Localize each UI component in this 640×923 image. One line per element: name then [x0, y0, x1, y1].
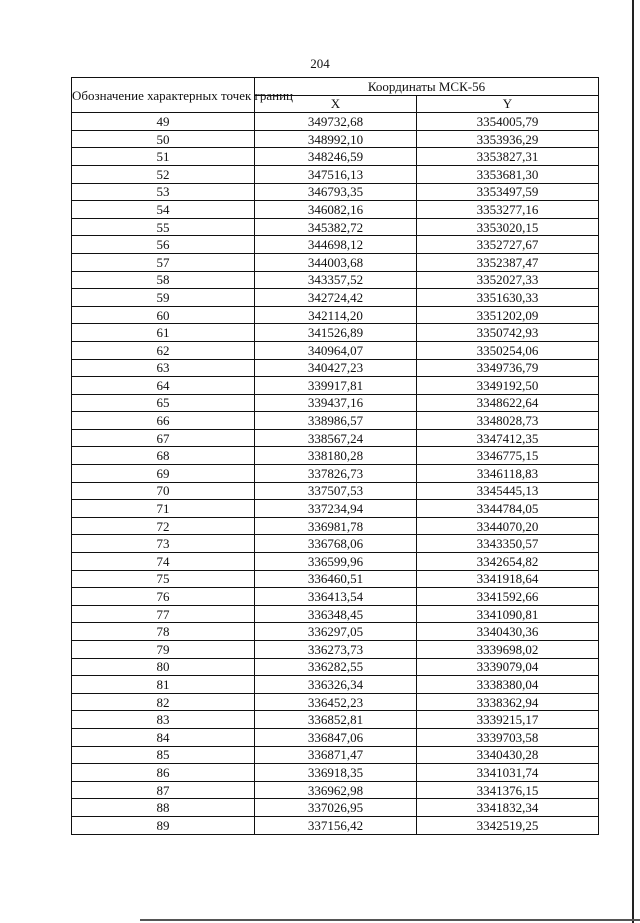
table-row	[72, 588, 599, 606]
cell-y: 3353681,30	[417, 165, 599, 183]
cell-y: 3341918,64	[417, 570, 599, 588]
table-row	[72, 799, 599, 817]
table-row	[72, 746, 599, 764]
cell-point: 53	[72, 183, 255, 201]
cell-point: 79	[72, 641, 255, 659]
cell-point: 58	[72, 271, 255, 289]
page-edge-line	[632, 0, 634, 923]
cell-point: 52	[72, 165, 255, 183]
cell-y: 3351630,33	[417, 289, 599, 307]
cell-y: 3348028,73	[417, 412, 599, 430]
cell-y: 3344070,20	[417, 517, 599, 535]
table-body	[72, 113, 599, 834]
table-row	[72, 465, 599, 483]
cell-x: 336852,81	[255, 711, 417, 729]
boundary-coordinates-table	[71, 77, 599, 835]
cell-x: 336847,06	[255, 728, 417, 746]
cell-y: 3350742,93	[417, 324, 599, 342]
page-number: 204	[310, 56, 330, 71]
table-row	[72, 711, 599, 729]
cell-x: 336452,23	[255, 693, 417, 711]
cell-y: 3340430,28	[417, 746, 599, 764]
cell-point: 67	[72, 429, 255, 447]
cell-point: 72	[72, 517, 255, 535]
cell-x: 340964,07	[255, 341, 417, 359]
table-row	[72, 271, 599, 289]
cell-x: 336918,35	[255, 764, 417, 782]
table-row	[72, 693, 599, 711]
cell-y: 3354005,79	[417, 113, 599, 131]
cell-x: 346082,16	[255, 201, 417, 219]
cell-x: 336599,96	[255, 553, 417, 571]
cell-point: 83	[72, 711, 255, 729]
page-bottom-line	[140, 919, 640, 921]
cell-y: 3345445,13	[417, 482, 599, 500]
cell-x: 348992,10	[255, 130, 417, 148]
table-row	[72, 623, 599, 641]
cell-point: 71	[72, 500, 255, 518]
cell-x: 338986,57	[255, 412, 417, 430]
table-row	[72, 148, 599, 166]
table-row	[72, 553, 599, 571]
table-row	[72, 816, 599, 834]
cell-point: 54	[72, 201, 255, 219]
table-row	[72, 447, 599, 465]
cell-point: 85	[72, 746, 255, 764]
cell-point: 55	[72, 218, 255, 236]
table-row	[72, 570, 599, 588]
cell-y: 3352387,47	[417, 253, 599, 271]
table-row	[72, 781, 599, 799]
cell-y: 3352027,33	[417, 271, 599, 289]
cell-x: 346793,35	[255, 183, 417, 201]
cell-y: 3348622,64	[417, 394, 599, 412]
table-row	[72, 341, 599, 359]
cell-point: 63	[72, 359, 255, 377]
cell-x: 336962,98	[255, 781, 417, 799]
cell-x: 338567,24	[255, 429, 417, 447]
cell-x: 337826,73	[255, 465, 417, 483]
column-header-y: Y	[417, 95, 599, 113]
cell-y: 3351202,09	[417, 306, 599, 324]
cell-x: 336273,73	[255, 641, 417, 659]
cell-y: 3339703,58	[417, 728, 599, 746]
cell-y: 3339215,17	[417, 711, 599, 729]
cell-y: 3346118,83	[417, 465, 599, 483]
column-header-point: Обозначение характерных точек границ	[72, 78, 255, 113]
table-row	[72, 429, 599, 447]
table-row	[72, 764, 599, 782]
table-row	[72, 130, 599, 148]
table-row	[72, 641, 599, 659]
cell-y: 3342519,25	[417, 816, 599, 834]
cell-point: 51	[72, 148, 255, 166]
cell-y: 3339698,02	[417, 641, 599, 659]
cell-y: 3353497,59	[417, 183, 599, 201]
table-row	[72, 605, 599, 623]
table-row	[72, 324, 599, 342]
cell-point: 59	[72, 289, 255, 307]
cell-x: 345382,72	[255, 218, 417, 236]
cell-y: 3349736,79	[417, 359, 599, 377]
cell-y: 3341031,74	[417, 764, 599, 782]
cell-y: 3347412,35	[417, 429, 599, 447]
cell-x: 348246,59	[255, 148, 417, 166]
table-row	[72, 113, 599, 131]
cell-y: 3349192,50	[417, 377, 599, 395]
cell-y: 3338380,04	[417, 676, 599, 694]
cell-y: 3341376,15	[417, 781, 599, 799]
cell-point: 88	[72, 799, 255, 817]
table-row	[72, 676, 599, 694]
cell-x: 349732,68	[255, 113, 417, 131]
cell-y: 3343350,57	[417, 535, 599, 553]
cell-point: 50	[72, 130, 255, 148]
cell-point: 70	[72, 482, 255, 500]
table-row	[72, 394, 599, 412]
cell-y: 3341592,66	[417, 588, 599, 606]
cell-point: 78	[72, 623, 255, 641]
cell-point: 62	[72, 341, 255, 359]
cell-x: 336871,47	[255, 746, 417, 764]
cell-y: 3353936,29	[417, 130, 599, 148]
cell-y: 3353827,31	[417, 148, 599, 166]
cell-point: 57	[72, 253, 255, 271]
cell-point: 64	[72, 377, 255, 395]
cell-y: 3350254,06	[417, 341, 599, 359]
cell-point: 61	[72, 324, 255, 342]
cell-x: 337507,53	[255, 482, 417, 500]
cell-point: 69	[72, 465, 255, 483]
table-row	[72, 183, 599, 201]
cell-point: 65	[72, 394, 255, 412]
cell-point: 73	[72, 535, 255, 553]
cell-point: 66	[72, 412, 255, 430]
cell-point: 81	[72, 676, 255, 694]
table-row	[72, 412, 599, 430]
cell-point: 49	[72, 113, 255, 131]
cell-y: 3344784,05	[417, 500, 599, 518]
cell-point: 82	[72, 693, 255, 711]
column-header-coordinates: Координаты МСК-56	[255, 78, 599, 96]
cell-y: 3342654,82	[417, 553, 599, 571]
cell-y: 3352727,67	[417, 236, 599, 254]
cell-y: 3341090,81	[417, 605, 599, 623]
table-row	[72, 218, 599, 236]
cell-x: 336460,51	[255, 570, 417, 588]
table-row	[72, 289, 599, 307]
cell-x: 344003,68	[255, 253, 417, 271]
table-row	[72, 728, 599, 746]
cell-x: 336413,54	[255, 588, 417, 606]
cell-y: 3339079,04	[417, 658, 599, 676]
cell-x: 336297,05	[255, 623, 417, 641]
cell-point: 60	[72, 306, 255, 324]
cell-point: 77	[72, 605, 255, 623]
table-row	[72, 253, 599, 271]
cell-x: 343357,52	[255, 271, 417, 289]
table-row	[72, 165, 599, 183]
table-row	[72, 236, 599, 254]
table-row	[72, 658, 599, 676]
table-row	[72, 482, 599, 500]
cell-x: 336348,45	[255, 605, 417, 623]
cell-x: 337026,95	[255, 799, 417, 817]
table-row	[72, 201, 599, 219]
cell-point: 75	[72, 570, 255, 588]
cell-x: 336768,06	[255, 535, 417, 553]
cell-x: 336282,55	[255, 658, 417, 676]
cell-point: 89	[72, 816, 255, 834]
cell-x: 347516,13	[255, 165, 417, 183]
cell-x: 339917,81	[255, 377, 417, 395]
cell-x: 340427,23	[255, 359, 417, 377]
cell-point: 87	[72, 781, 255, 799]
table-row	[72, 500, 599, 518]
cell-x: 336326,34	[255, 676, 417, 694]
cell-x: 339437,16	[255, 394, 417, 412]
cell-x: 342724,42	[255, 289, 417, 307]
table-row	[72, 517, 599, 535]
cell-point: 68	[72, 447, 255, 465]
cell-point: 76	[72, 588, 255, 606]
column-header-x: X	[255, 95, 417, 113]
table-row	[72, 306, 599, 324]
cell-y: 3340430,36	[417, 623, 599, 641]
cell-x: 342114,20	[255, 306, 417, 324]
cell-x: 337156,42	[255, 816, 417, 834]
cell-x: 336981,78	[255, 517, 417, 535]
cell-x: 338180,28	[255, 447, 417, 465]
cell-y: 3346775,15	[417, 447, 599, 465]
cell-point: 56	[72, 236, 255, 254]
cell-y: 3341832,34	[417, 799, 599, 817]
table-row	[72, 377, 599, 395]
table-header-row	[72, 78, 599, 96]
table-row	[72, 535, 599, 553]
cell-point: 84	[72, 728, 255, 746]
cell-y: 3353020,15	[417, 218, 599, 236]
cell-y: 3353277,16	[417, 201, 599, 219]
table-row	[72, 359, 599, 377]
cell-point: 86	[72, 764, 255, 782]
cell-point: 74	[72, 553, 255, 571]
cell-point: 80	[72, 658, 255, 676]
cell-x: 337234,94	[255, 500, 417, 518]
cell-y: 3338362,94	[417, 693, 599, 711]
cell-x: 341526,89	[255, 324, 417, 342]
cell-x: 344698,12	[255, 236, 417, 254]
